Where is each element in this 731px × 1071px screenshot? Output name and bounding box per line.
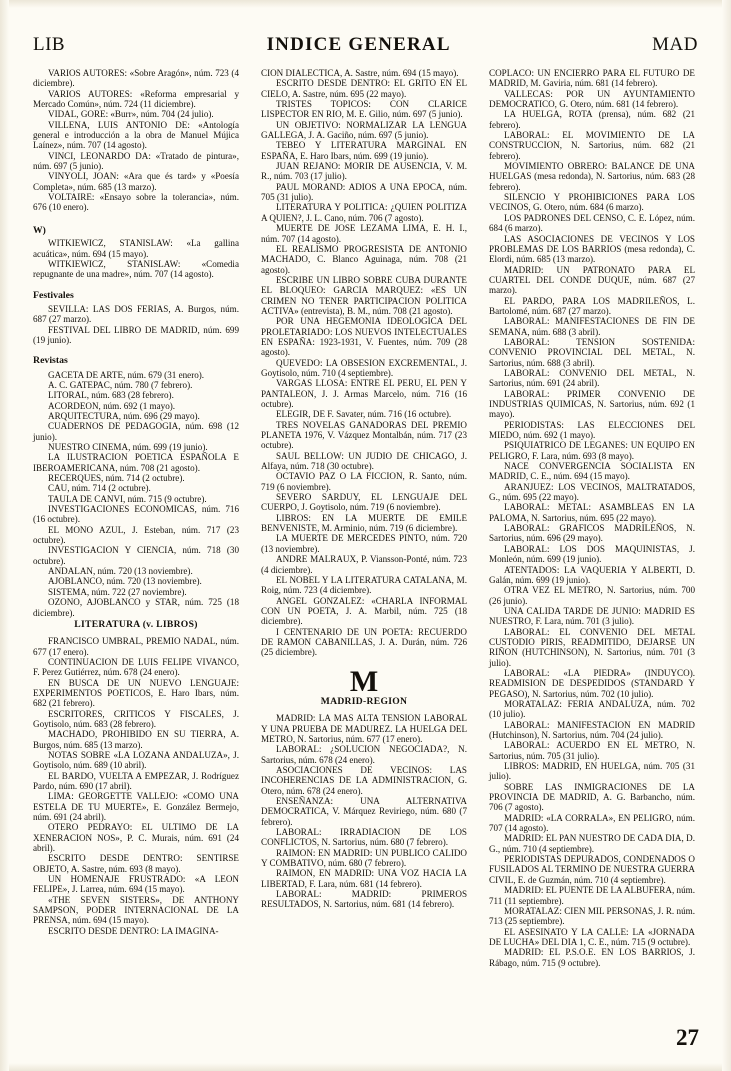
index-entry: RAIMON, EN MADRID: UNA VOZ HACIA LA LIBERTAD, F. Lara, núm. 681 (14 febrero). (261, 868, 467, 889)
index-entry: ESCRITO DESDE DENTRO: EL GRITO EN EL CIELO, A. Sastre, núm. 695 (22 mayo). (261, 78, 467, 99)
index-entry: EL BARDO, VUELTA A EMPEZAR, J. Rodríguez Pardo, núm. 690 (17 abril). (33, 770, 239, 791)
section-letter-heading: W) (33, 224, 46, 236)
index-entry: VILLENA, LUIS ANTONIO DE: «Antología general e introducción a la obra de Manuel Mújica Laínez», núm. 707 (14 agosto). (33, 119, 239, 151)
section-heading: MADRID-REGION (320, 695, 408, 707)
section-heading: LITERATURA (v. LIBROS) (74, 618, 198, 630)
index-entry: MORATALAZ: CIEN MIL PERSONAS, J. R. núm. 713 (25 septiembre). (489, 905, 695, 927)
index-entry: VALLECAS: POR UN AYUNTAMIENTO DEMOCRATICO, G. Otero, núm. 681 (14 febrero). (489, 88, 695, 110)
index-entry: ESCRITO DESDE DENTRO: SENTIRSE OBJETO, A. Sastre, núm. 693 (8 mayo). (33, 853, 239, 874)
index-entry: LABORAL: EL MOVIMIENTO DE LA CONSTRUCCION, N. Sartorius, núm. 682 (21 febrero). (489, 130, 695, 161)
index-entry: CAU, núm. 714 (2 octubre). (48, 483, 151, 494)
index-entry: VIDAL, GORE: «Burr», núm. 704 (24 julio). (48, 109, 214, 120)
index-entry: VARIOS AUTORES: «Sobre Aragón», núm. 723 (4 diciembre). (33, 68, 239, 89)
index-entry: UN HOMENAJE FRUSTRADO: «A LEON FELIPE», J. Larrea, núm. 694 (15 mayo). (33, 874, 239, 895)
index-entry: A. C. GATEPAC, núm. 780 (7 febrero). (48, 379, 193, 390)
index-entry: LAS ASOCIACIONES DE VECINOS Y LOS PROBLEMAS DE LOS BARRIOS (mesa redonda), C. Elordi, núm. 685 (13 marzo). (489, 233, 695, 265)
index-entry: VARGAS LLOSA: ENTRE EL PERU, EL PEN Y PANTALEON, J. J. Armas Marcelo, núm. 716 (16 octubre). (261, 378, 467, 409)
column-3 (489, 68, 695, 1008)
index-entry: LABORAL: MANIFESTACIONES DE FIN DE SEMANA, núm. 688 (3 abril). (489, 316, 695, 337)
index-entry: MADRID: EL P.S.O.E. EN LOS BARRIOS, J. Rábago, núm. 715 (9 octubre). (489, 947, 695, 968)
index-entry: NUESTRO CINEMA, núm. 699 (19 junio). (48, 442, 208, 452)
page-edge-top (0, 0, 731, 8)
index-entry: EN BUSCA DE UN NUEVO LENGUAJE: EXPERIMENTOS POETICOS, E. Haro Ibars, núm. 682 (21 febrero). (33, 677, 239, 709)
index-entry: OCTAVIO PAZ O LA FICCION, R. Santo, núm. 719 (6 noviembre). (261, 471, 467, 492)
index-entry: LITORAL, núm. 683 (28 febrero). (48, 390, 174, 401)
index-entry: SAUL BELLOW: UN JUDIO DE CHICAGO, J. Alfaya, núm. 718 (30 octubre). (261, 450, 467, 472)
index-entry: ANDRE MALRAUX, P. Viansson-Ponté, núm. 723 (4 diciembre). (261, 554, 467, 575)
index-entry: OTERO PEDRAYO: EL ULTIMO DE LA XENERACION NOS», P. C. Murais, núm. 691 (24 abril). (33, 822, 239, 854)
index-entry: FRANCISCO UMBRAL, PREMIO NADAL, núm. 677 (17 enero). (33, 636, 239, 657)
index-entry: LABORAL: CONVENIO DEL METAL, N. Sartorius, núm. 691 (24 abril). (489, 367, 695, 389)
running-head (33, 34, 698, 60)
running-head-left: LIB (33, 34, 66, 55)
index-entry: LOS PADRONES DEL CENSO, C. E. López, núm. 684 (6 marzo). (489, 212, 695, 234)
index-entry: I CENTENARIO DE UN POETA: RECUERDO DE RAMON CABANILLAS, J. A. Durán, núm. 726 (25 diciembre). (261, 626, 467, 658)
index-entry: ESCRIBE UN LIBRO SOBRE CUBA DURANTE EL BLOQUEO: GARCIA MARQUEZ: «ES UN CRIMEN NO TENER PARTICIPACION POLITICA ACTIVA» (entrevista), B. M., núm. 708 (21 agosto). (261, 274, 467, 316)
running-head-right: MAD (652, 34, 698, 55)
index-entry: LA ILUSTRACION POETICA ESPAÑOLA E IBEROAMERICANA, núm. 708 (21 agosto). (33, 452, 239, 473)
index-entry: FESTIVAL DEL LIBRO DE MADRID, núm. 699 (19 junio). (33, 324, 239, 345)
index-entry: LABORAL: «LA PIEDRA» (INDUYCO). READMISION DE DESPEDIDOS (STANDARD Y PEGASO), N. Sartorius, núm. 702 (10 julio). (489, 667, 695, 699)
index-entry: LABORAL: MANIFESTACION EN MADRID (Hutchinson), N. Sartorius, núm. 704 (24 julio). (489, 719, 695, 740)
index-entry: LABORAL: EL CONVENIO DEL METAL CUSTODIO PIRIS, READMITIDO, DEJARSE UN RIÑON (HUTCHINSON), N. Sartorius, núm. 701 (3 julio). (489, 626, 695, 668)
index-entry: ARANJUEZ: LOS VECINOS, MALTRATADOS, G., núm. 695 (22 mayo). (489, 481, 695, 503)
index-entry: MADRID: UN PATRONATO PARA EL CUARTEL DEL CONDE DUQUE, núm. 687 (27 marzo). (489, 264, 695, 296)
index-entry: ACORDEON, núm. 692 (1 mayo). (48, 400, 176, 411)
index-entry: NOTAS SOBRE «LA LOZANA ANDALUZA», J. Goytisolo, núm. 689 (10 abril). (33, 749, 239, 771)
index-entry: SEVILLA: LAS DOS FERIAS, A. Burgos, núm. 687 (27 marzo). (33, 303, 239, 325)
index-entry: JUAN REJANO: MORIR DE AUSENCIA, V. M. R., núm. 703 (17 julio). (261, 161, 467, 182)
index-entry: MADRID: «LA CORRALA», EN PELIGRO, núm. 707 (14 agosto). (489, 812, 695, 834)
index-columns (33, 68, 698, 1008)
column-1 (33, 68, 239, 1008)
column-2-body (261, 68, 467, 910)
index-entry: AJOBLANCO, núm. 720 (13 noviembre). (48, 576, 202, 587)
index-entry: ASOCIACIONES DE VECINOS: LAS INCOHERENCIAS DE LA ADMINISTRACION, G. Otero, núm. 678 (24 enero). (261, 765, 467, 796)
index-entry: LABORAL: ACUERDO EN EL METRO, N. Sartorius, núm. 705 (31 julio). (489, 740, 695, 761)
index-entry: TRES NOVELAS GANADORAS DEL PREMIO PLANETA 1976, V. Vázquez Montalbán, núm. 717 (23 octubre). (261, 419, 467, 451)
index-entry: LABORAL: PRIMER CONVENIO DE INDUSTRIAS QUIMICAS, N. Sartorius, núm. 692 (1 mayo). (489, 388, 695, 420)
index-entry: PERIODISTAS: LAS ELECCIONES DEL MIEDO, núm. 692 (1 mayo). (489, 419, 695, 441)
index-entry: ARQUITECTURA, núm. 696 (29 mayo). (48, 410, 200, 421)
index-entry-continued: CION DIALECTICA, A. Sastre, núm. 694 (15 mayo). (261, 68, 459, 78)
index-entry: RAIMON: EN MADRID: UN PUBLICO CALIDO Y COMBATIVO, núm. 680 (7 febrero). (261, 847, 467, 869)
index-entry: «THE SEVEN SISTERS», DE ANTHONY SAMPSON, PODER INTERNACIONAL DE LA PRENSA, núm. 694 (15 mayo). (33, 894, 239, 926)
index-entry: LA MUERTE DE MERCEDES PINTO, núm. 720 (13 noviembre). (261, 533, 467, 554)
subsection-heading: Revistas (33, 355, 68, 367)
index-entry: EL NOBEL Y LA LITERATURA CATALANA, M. Roig, núm. 723 (4 diciembre). (261, 574, 467, 596)
page-edge-right (722, 0, 731, 1071)
index-entry-continued: COPLACO: UN ENCIERRO PARA EL FUTURO DE MADRID, M. Gaviria, núm. 681 (14 febrero). (489, 68, 695, 89)
index-entry: MADRID: LA MAS ALTA TENSION LABORAL Y UNA PRUEBA DE MADUREZ. LA HUELGA DEL METRO, N. Sartorius, núm. 677 (17 enero). (261, 713, 467, 744)
index-entry: MORATALAZ: FERIA ANDALUZA, núm. 702 (10 julio). (489, 698, 695, 720)
running-head-title: INDICE GENERAL (266, 34, 451, 55)
index-entry: ESCRITORES, CRITICOS Y FISCALES, J. Goytisolo, núm. 683 (28 febrero). (33, 708, 239, 729)
index-entry: PSIQUIATRICO DE LEGANES: UN EQUIPO EN PELIGRO, F. Lara, núm. 693 (8 mayo). (489, 440, 695, 461)
index-entry: WITKIEWICZ, STANISLAW: «Comedia repugnante de una madre», núm. 707 (14 agosto). (33, 258, 239, 280)
index-entry: LIBROS: EN LA MUERTE DE EMILE BENVENISTE, M. Arminio, núm. 719 (6 diciembre). (261, 512, 467, 534)
index-entry: QUEVEDO: LA OBSESION EXCREMENTAL, J. Goytisolo, núm. 710 (4 septiembre). (261, 357, 467, 378)
index-entry: CONTINUACION DE LUIS FELIPE VIVANCO, F. Perez Gutiérrez, núm. 678 (24 enero). (33, 656, 239, 678)
index-entry: NACE CONVERGENCIA SOCIALISTA EN MADRID, C. E., núm. 694 (15 mayo). (489, 461, 695, 482)
index-entry: LABORAL: LOS DOS MAQUINISTAS, J. Monleón, núm. 699 (19 junio). (489, 543, 695, 565)
page-number: 27 (676, 1025, 699, 1050)
subsection-heading: Festivales (33, 289, 74, 301)
column-1-body (33, 68, 239, 936)
index-entry: TRISTES TOPICOS: CON CLARICE LISPECTOR EN RIO, M. E. Gilio, núm. 697 (5 junio). (261, 99, 467, 120)
index-entry: PAUL MORAND: ADIOS A UNA EPOCA, núm. 705 (31 julio). (261, 181, 467, 203)
index-entry: EL PARDO, PARA LOS MADRILEÑOS, L. Bartolomé, núm. 687 (27 marzo). (489, 295, 695, 316)
index-entry: MADRID: EL PUENTE DE LA ALBUFERA, núm. 711 (11 septiembre). (489, 885, 695, 906)
index-entry: PERIODISTAS DEPURADOS, CONDENADOS O FUSILADOS AL TERMINO DE NUESTRA GUERRA CIVIL, E. de Guzmán, núm. 710 (4 septiembre). (489, 854, 695, 885)
index-entry: SISTEMA, núm. 722 (27 noviembre). (48, 586, 187, 597)
page-edge-bottom (0, 1063, 731, 1071)
index-entry: MOVIMIENTO OBRERO: BALANCE DE UNA HUELGAS (mesa redonda), N. Sartorius, núm. 683 (28 febrero). (489, 161, 695, 192)
index-entry: LABORAL: METAL: ASAMBLEAS EN LA PALOMA, N. Sartorius, núm. 695 (22 mayo). (489, 502, 695, 523)
index-entry: LABORAL: ¿SOLUCION NEGOCIADA?, N. Sartorius, núm. 678 (24 enero). (261, 744, 467, 765)
index-entry: MADRID: EL PAN NUESTRO DE CADA DIA, D. G., núm. 710 (4 septiembre). (489, 833, 695, 854)
index-entry: LABORAL: MADRID: PRIMEROS RESULTADOS, N. Sartorius, núm. 681 (14 febrero). (261, 889, 467, 910)
column-2 (261, 68, 467, 1008)
index-entry: SEVERO SARDUY, EL LENGUAJE DEL CUERPO, J. Goytisolo, núm. 719 (6 noviembre). (261, 492, 467, 513)
index-entry: EL ASESINATO Y LA CALLE: LA «JORNADA DE LUCHA» DEL DIA 1, C. E., núm. 715 (9 octubre). (489, 926, 695, 947)
index-entry: EL MONO AZUL, J. Esteban, núm. 717 (23 octubre). (33, 524, 239, 546)
alphabet-divider-letter: M (349, 664, 379, 698)
index-entry: CUADERNOS DE PEDAGOGIA, núm. 698 (12 junio). (33, 421, 239, 442)
index-entry: UNA CALIDA TARDE DE JUNIO: MADRID ES NUESTRO, F. Lara, núm. 701 (3 julio). (489, 605, 695, 627)
index-entry: GACETA DE ARTE, núm. 679 (31 enero). (48, 369, 205, 380)
index-entry: ESCRITO DESDE DENTRO: LA IMAGINA- (48, 925, 219, 936)
index-entry: ELEGIR, DE F. Savater, núm. 716 (16 octubre). (276, 409, 452, 420)
column-3-body (489, 68, 695, 968)
index-entry: EL REALISMO PROGRESISTA DE ANTONIO MACHADO, C. Blanco Aguinaga, núm. 708 (21 agosto). (261, 243, 467, 275)
index-entry: VINYOLI, JOAN: «Ara que és tard» y «Poesía Completa», núm. 685 (13 marzo). (33, 171, 239, 192)
index-entry: LABORAL: TENSION SOSTENIDA: CONVENIO PROVINCIAL DEL METAL, N. Sartorius, núm. 688 (3 abril). (489, 336, 695, 368)
index-entry: VOLTAIRE: «Ensayo sobre la tolerancia», núm. 676 (10 enero). (33, 192, 239, 213)
page-edge-left (0, 0, 9, 1071)
index-entry: SILENCIO Y PROHIBICIONES PARA LOS VECINOS, G. Otero, núm. 684 (6 marzo). (489, 192, 695, 213)
index-entry: LITERATURA Y POLITICA: ¿QUIEN POLITIZA A QUIEN?, J. L. Cano, núm. 706 (7 agosto). (261, 202, 467, 223)
index-entry: LABORAL: IRRADIACION DE LOS CONFLICTOS, N. Sartorius, núm. 680 (7 febrero). (261, 827, 467, 848)
index-entry: OZONO, AJOBLANCO y STAR, núm. 725 (18 diciembre). (33, 597, 239, 618)
index-entry: UN OBJETIVO: NORMALIZAR LA LENGUA GALLEGA, J. A. Gaciño, núm. 697 (5 junio). (261, 119, 467, 141)
index-entry: OTRA VEZ EL METRO, N. Sartorius, núm. 700 (26 junio). (489, 585, 695, 606)
index-entry: VARIOS AUTORES: «Reforma empresarial y Mercado Común», núm. 724 (11 diciembre). (33, 88, 239, 110)
index-entry: LIMA: GEORGETTE VALLEJO: «COMO UNA ESTELA DE TU MUERTE», E. González Bermejo, núm. 691 (24 abril). (33, 791, 239, 823)
index-entry: LIBROS: MADRID, EN HUELGA, núm. 705 (31 julio). (489, 761, 695, 782)
index-entry: ATENTADOS: LA VAQUERIA Y ALBERTI, D. Galán, núm. 699 (19 junio). (489, 564, 695, 585)
index-entry: POR UNA HEGEMONIA IDEOLOGICA DEL PROLETARIADO: LOS NUEVOS INTELECTUALES EN ESPAÑA: 1923-1931, V. Fuentes, núm. 709 (28 agosto). (261, 316, 467, 358)
index-entry: RECERQUES, núm. 714 (2 octubre). (48, 473, 185, 484)
index-entry: TEBEO Y LITERATURA MARGINAL EN ESPAÑA, E. Haro Ibars, núm. 699 (19 junio). (261, 140, 467, 161)
index-entry: INVESTIGACION Y CIENCIA, núm. 718 (30 octubre). (33, 545, 239, 566)
index-entry: ENSEÑANZA: UNA ALTERNATIVA DEMOCRATICA, V. Márquez Reviriego, núm. 680 (7 febrero). (261, 796, 467, 827)
index-entry: WITKIEWICZ, STANISLAW: «La gallina acuática», núm. 694 (15 mayo). (33, 238, 239, 259)
index-entry: SOBRE LAS INMIGRACIONES DE LA PROVINCIA DE MADRID, A. G. Barbancho, núm. 706 (7 agosto). (489, 781, 695, 813)
index-entry: LABORAL: GRAFICOS MADRILEÑOS, N. Sartorius, núm. 696 (29 mayo). (489, 523, 695, 544)
index-entry: VINCI, LEONARDO DA: «Tratado de pintura», núm. 697 (5 junio). (33, 150, 239, 172)
index-entry: INVESTIGACIONES ECONOMICAS, núm. 716 (16 octubre). (33, 504, 239, 525)
index-entry: ANDALAN, núm. 720 (13 noviembre). (48, 566, 193, 577)
index-entry: MUERTE DE JOSE LEZAMA LIMA, E. H. I., núm. 707 (14 agosto). (261, 223, 467, 244)
index-entry: TAULA DE CANVI, núm. 715 (9 octubre). (48, 493, 207, 504)
index-entry: MACHADO, PROHIBIDO EN SU TIERRA, A. Burgos, núm. 685 (13 marzo). (33, 729, 239, 750)
index-entry: ANGEL GONZALEZ: «CHARLA INFORMAL CON UN POETA, J. A. Marbil, núm. 725 (18 diciembre). (261, 595, 467, 627)
index-entry: LA HUELGA, ROTA (prensa), núm. 682 (21 febrero). (489, 109, 695, 130)
